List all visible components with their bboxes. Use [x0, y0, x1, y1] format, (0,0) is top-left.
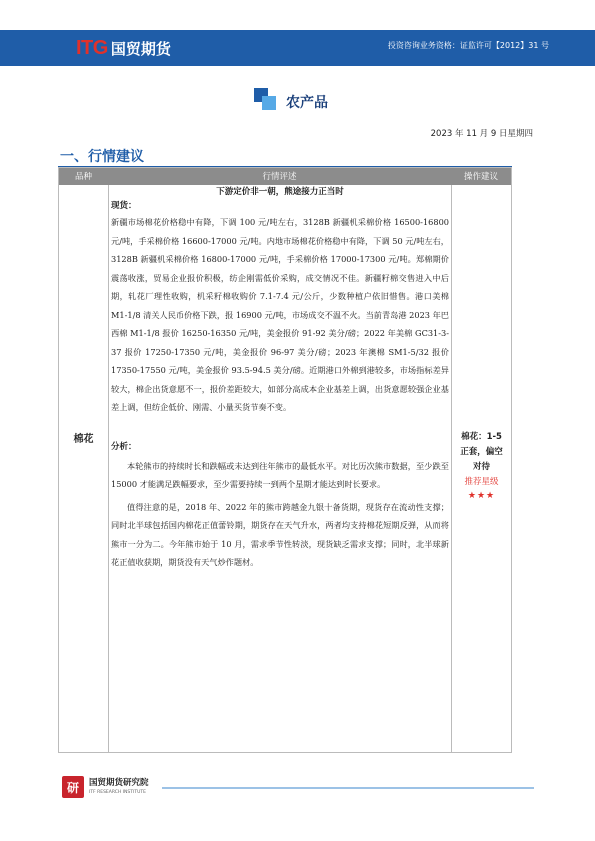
section-title: 农产品: [286, 95, 328, 111]
research-logo-icon: 研: [62, 776, 84, 798]
footer-rule: [162, 787, 534, 789]
report-date: 2023 年 11 月 9 日星期四: [430, 129, 533, 139]
heading-market-advice: 一、行情建议: [60, 149, 144, 165]
header-variety: 品种: [74, 172, 92, 182]
logo-cn-text: 国贸期货: [110, 39, 171, 58]
spot-label: 现货：: [111, 201, 137, 211]
header-commentary: 行情评述: [262, 172, 297, 182]
logo-itg-text: ITG: [76, 36, 108, 59]
section-square-accent-icon: [262, 96, 276, 110]
table-header-row: [59, 168, 511, 185]
analysis-label: 分析：: [111, 441, 137, 452]
company-logo: [76, 36, 171, 60]
column-divider: [108, 185, 109, 752]
rating-label: 推荐星级: [464, 477, 499, 487]
page-header: [0, 0, 595, 66]
operation-line-2: 正套，偏空: [460, 447, 503, 457]
footer-institute-en: ITF RESEARCH INSTITUTE: [89, 790, 146, 795]
commentary-subtitle: 下游定价非一朝，熊途接力正当时: [216, 187, 344, 197]
page-footer: [62, 776, 149, 798]
operation-line-3: 对待: [472, 462, 490, 472]
license-text: 投资咨询业务资格：证监许可【2012】31 号: [387, 41, 549, 50]
spot-paragraph: 新疆市场棉花价格稳中有降，下调 100 元/吨左右，3128B 新疆机采棉价格 16500-16800 元/吨，手采棉价格 16600-17000 元/吨。内地市场棉花价格稳中有降，下调 50 元/吨左右，3128B 新疆机采棉价格 16800-17000 元/吨，手采棉价格 17000-17300 元/吨。郑棉期价震荡收涨，贸易企业报价积极，纺企刚需低价采购，成交情况不佳。新疆籽棉交售进入中后期，轧花厂理性收购，机采籽棉收购价 7.1-7.4 元/公斤，少数种植户依旧惜售。港口美棉 M1-1/8 清关人民币价格下跌，报 16900 元/吨，市场成交不温不火。当前青岛港 2023 年巴西棉 M1-1/8 报价 16250-16350 元/吨，美金报价 91-92 美分/磅；2022 年美棉 GC31-3-37 报价 17250-17350 元/吨，美金报价 96-97 美分/磅；2023 年澳棉 SM1-5/32 报价 17350-17550 元/吨，美金报价 93.5-94.5 美分/磅。近期港口外棉到港较多，市场指标差异较大，棉企出货意愿不一，报价差距较大，如部分高成本企业基差上调，出货意愿较强企业基差上调，但纺企低价、刚需、小量买货节奏不变。: [111, 217, 449, 412]
footer-text-block: [89, 778, 149, 796]
commentary-cell: [111, 185, 449, 572]
operation-cell: [452, 430, 511, 503]
variety-cell: 棉花: [73, 434, 94, 445]
operation-line-1: 棉花：1-5: [461, 432, 502, 442]
analysis-paragraph-2: 值得注意的是，2018 年、2022 年的熊市跨越金九银十备货期，现货存在流动性支撑；同时北半球包括国内棉花正值蕾铃期，期货存在天气升水，两者均支持棉花短期反弹，从而将熊市一分为二。今年熊市始于 10 月，需求季节性转淡，现货缺乏需求支撑；同时，北半球新花正值收获期，期货没有天气炒作题材。: [111, 501, 449, 567]
star-rating-icon: ★★★: [467, 491, 496, 501]
header-operation: 操作建议: [463, 172, 498, 182]
analysis-paragraph-1: 本轮熊市的持续时长和跌幅或未达到往年熊市的最低水平。对比历次熊市数据，至少跌至 15000 才能满足跌幅要求，至少需要持续一到两个星期才能达到时长要求。: [111, 460, 449, 489]
footer-institute-cn: 国贸期货研究院: [89, 778, 149, 788]
advice-table: [58, 167, 512, 753]
